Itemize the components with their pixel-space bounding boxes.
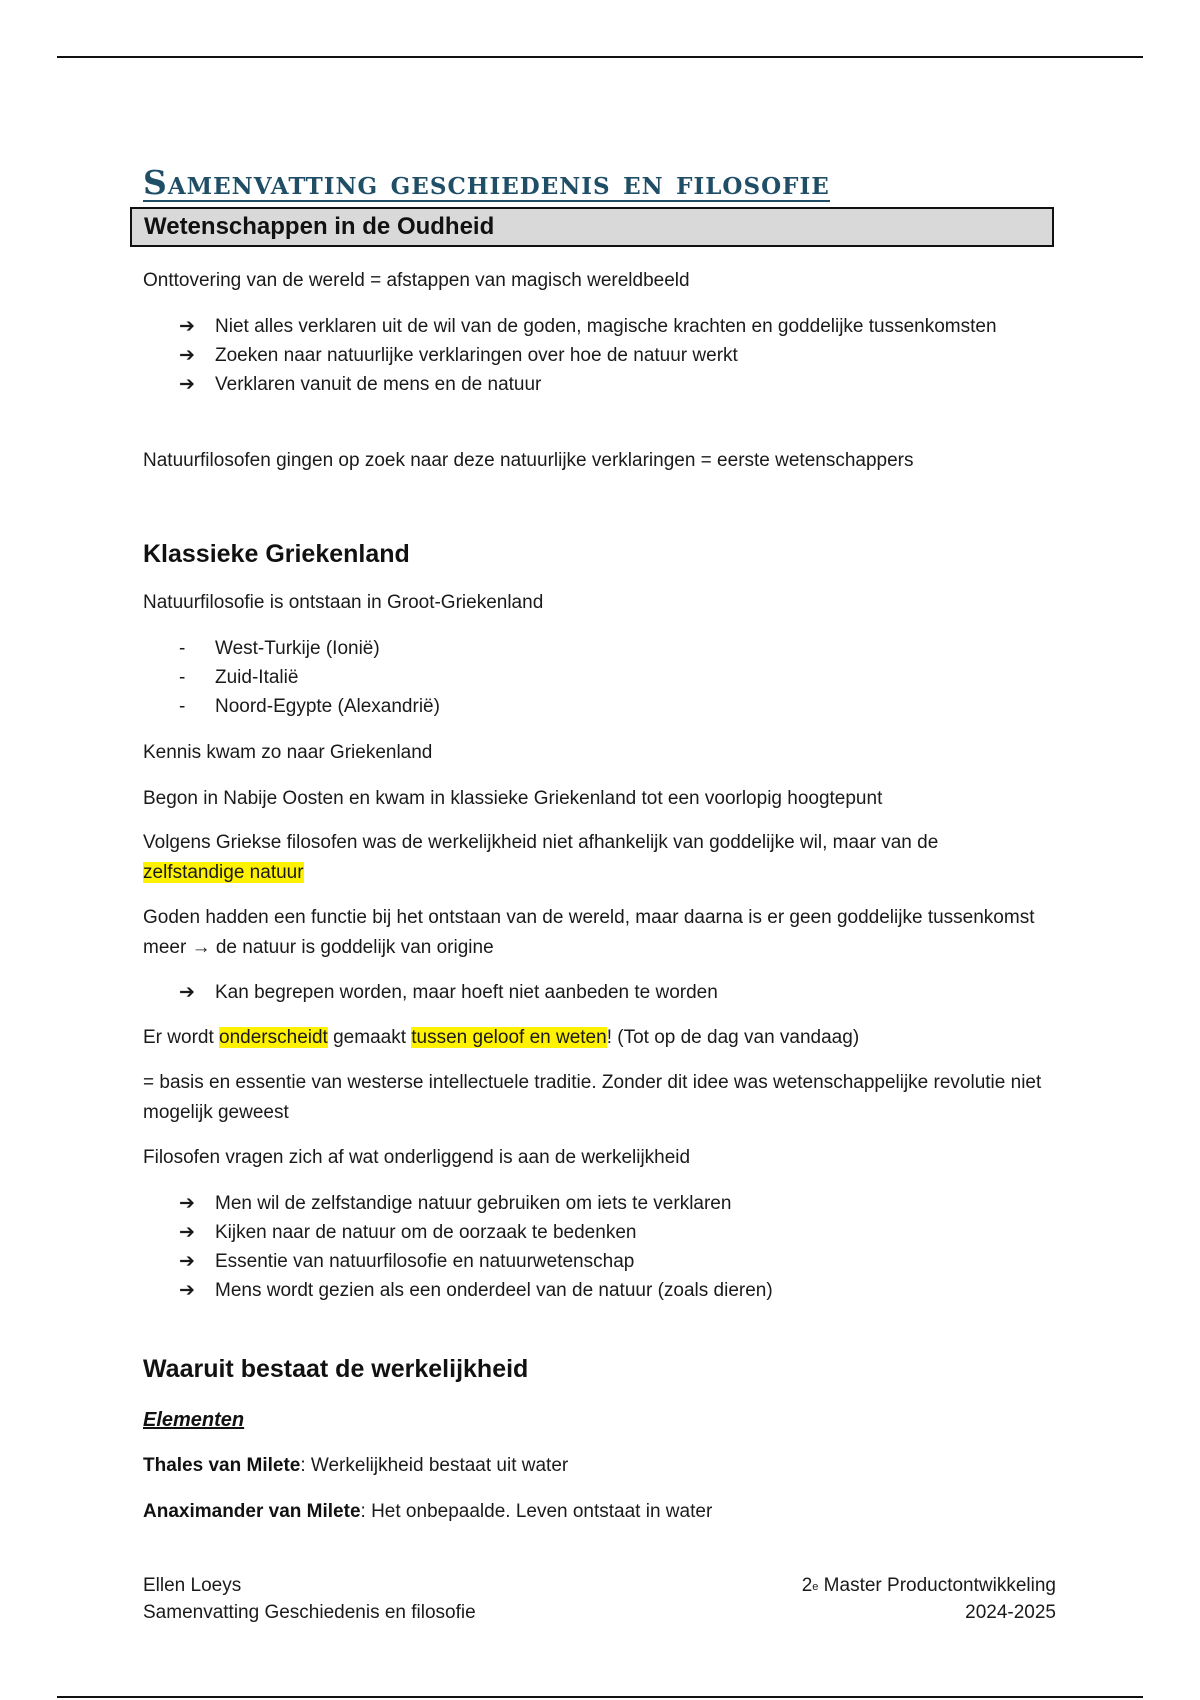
paragraph-nabije-oosten-block: [143, 784, 1068, 814]
paragraph-basis-block: [143, 1068, 1068, 1128]
paragraph-anaximander-block: [143, 1497, 1068, 1527]
dash-icon: -: [179, 667, 186, 688]
header-rule: [57, 56, 1143, 58]
paragraph-werkelijkheid-block: [143, 828, 1068, 888]
section-oudheid-intro: [143, 266, 1068, 296]
arrow-icon: ➔: [179, 316, 195, 337]
paragraph-kennis: Kennis kwam zo naar Griekenland: [143, 742, 433, 763]
dash-list-regions: [143, 634, 1068, 721]
footer-author: Ellen Loeys: [143, 1575, 242, 1596]
paragraph-onderscheid: Er wordt onderscheidt gemaakt tussen geloof en weten! (Tot op de dag van vandaag): [143, 1027, 860, 1048]
arrow-icon: ➔: [179, 1222, 195, 1243]
paragraph-anaximander: Anaximander van Milete: Het onbepaalde. Leven ontstaat in water: [143, 1501, 713, 1522]
list-item: - Noord-Egypte (Alexandrië): [143, 692, 1068, 721]
dash-icon: -: [179, 638, 186, 659]
arrow-icon: ➔: [179, 345, 195, 366]
paragraph-basis: = basis en essentie van westerse intellectuele traditie. Zonder dit idee was wetenschappelijke revolutie niet mogelijk geweest: [143, 1072, 1042, 1123]
subheading-elementen: Elementen: [143, 1409, 245, 1431]
heading-klassieke-griekenland: Klassieke Griekenland: [143, 540, 410, 568]
dash-icon: -: [179, 696, 186, 717]
bullet-list-natuur: [143, 1189, 1068, 1305]
heading-werkelijkheid: Waaruit bestaat de werkelijkheid: [143, 1355, 529, 1383]
paragraph-filosofen-block: [143, 1143, 1068, 1173]
highlight-onderscheidt: onderscheidt: [219, 1027, 328, 1048]
arrow-icon: ➔: [179, 982, 195, 1003]
section-heading: Wetenschappen in de Oudheid: [144, 213, 495, 240]
paragraph-goden-block: [143, 903, 1068, 963]
paragraph-thales-block: [143, 1451, 1068, 1481]
highlight-geloof-weten: tussen geloof en weten: [411, 1027, 607, 1048]
paragraph-natuurfilosofen-block: [143, 446, 1068, 476]
name-thales: Thales van Milete: [143, 1455, 301, 1476]
bullet-list-aanbeden: [143, 978, 1068, 1007]
arrow-icon: ➔: [179, 1280, 195, 1301]
arrow-icon: ➔: [179, 1193, 195, 1214]
paragraph-thales: Thales van Milete: Werkelijkheid bestaat uit water: [143, 1455, 569, 1476]
footer-right: [802, 1572, 1056, 1626]
list-item: ➔ Niet alles verklaren uit de wil van de goden, magische krachten en goddelijke tussenkomsten: [143, 312, 1068, 341]
arrow-icon: ➔: [179, 1251, 195, 1272]
list-item: ➔ Zoeken naar natuurlijke verklaringen over hoe de natuur werkt: [143, 341, 1068, 370]
arrow-icon: ➔: [179, 374, 195, 395]
paragraph-filosofen: Filosofen vragen zich af wat onderliggend is aan de werkelijkheid: [143, 1147, 691, 1168]
name-anaximander: Anaximander van Milete: [143, 1501, 361, 1522]
bullet-list-onttovering: [143, 312, 1068, 399]
footer-left: [143, 1572, 476, 1626]
list-item: ➔ Verklaren vanuit de mens en de natuur: [143, 370, 1068, 399]
list-item: ➔ Men wil de zelfstandige natuur gebruiken om iets te verklaren: [143, 1189, 1068, 1218]
paragraph-ontstaan: Natuurfilosofie is ontstaan in Groot-Griekenland: [143, 592, 544, 613]
list-item: - West-Turkije (Ionië): [143, 634, 1068, 663]
footer-rule: [57, 1696, 1143, 1698]
paragraph-kennis-block: [143, 738, 1068, 768]
list-item: - Zuid-Italië: [143, 663, 1068, 692]
paragraph-nabije-oosten: Begon in Nabije Oosten en kwam in klassieke Griekenland tot een voorlopig hoogtepunt: [143, 788, 883, 809]
paragraph-onttovering: Onttovering van de wereld = afstappen van magisch wereldbeeld: [143, 270, 690, 291]
list-item: ➔ Essentie van natuurfilosofie en natuurwetenschap: [143, 1247, 1068, 1276]
highlight-zelfstandige-natuur: zelfstandige natuur: [143, 862, 304, 883]
section-heading-box: [130, 207, 1054, 247]
footer-document: Samenvatting Geschiedenis en filosofie: [143, 1602, 476, 1623]
list-item: ➔ Mens wordt gezien als een onderdeel van de natuur (zoals dieren): [143, 1276, 1068, 1305]
paragraph-natuurfilosofen: Natuurfilosofen gingen op zoek naar deze natuurlijke verklaringen = eerste wetenschappers: [143, 450, 914, 471]
paragraph-ontstaan-block: [143, 588, 1068, 618]
paragraph-goden: Goden hadden een functie bij het ontstaan van de wereld, maar daarna is er geen goddelijke tussenkomst meer → de natuur is goddelijk van origine: [143, 907, 1035, 958]
paragraph-werkelijkheid: Volgens Griekse filosofen was de werkelijkheid niet afhankelijk van goddelijke wil, maar van de zelfstandige natuur: [143, 832, 939, 883]
list-item: ➔ Kijken naar de natuur om de oorzaak te bedenken: [143, 1218, 1068, 1247]
footer-program: 2e Master Productontwikkeling: [801, 1575, 1056, 1596]
footer-year: 2024-2025: [965, 1602, 1056, 1623]
paragraph-onderscheid-block: [143, 1023, 1068, 1053]
list-item: ➔ Kan begrepen worden, maar hoeft niet aanbeden te worden: [143, 978, 1068, 1007]
document-title: Samenvatting geschiedenis en filosofie: [143, 163, 830, 202]
